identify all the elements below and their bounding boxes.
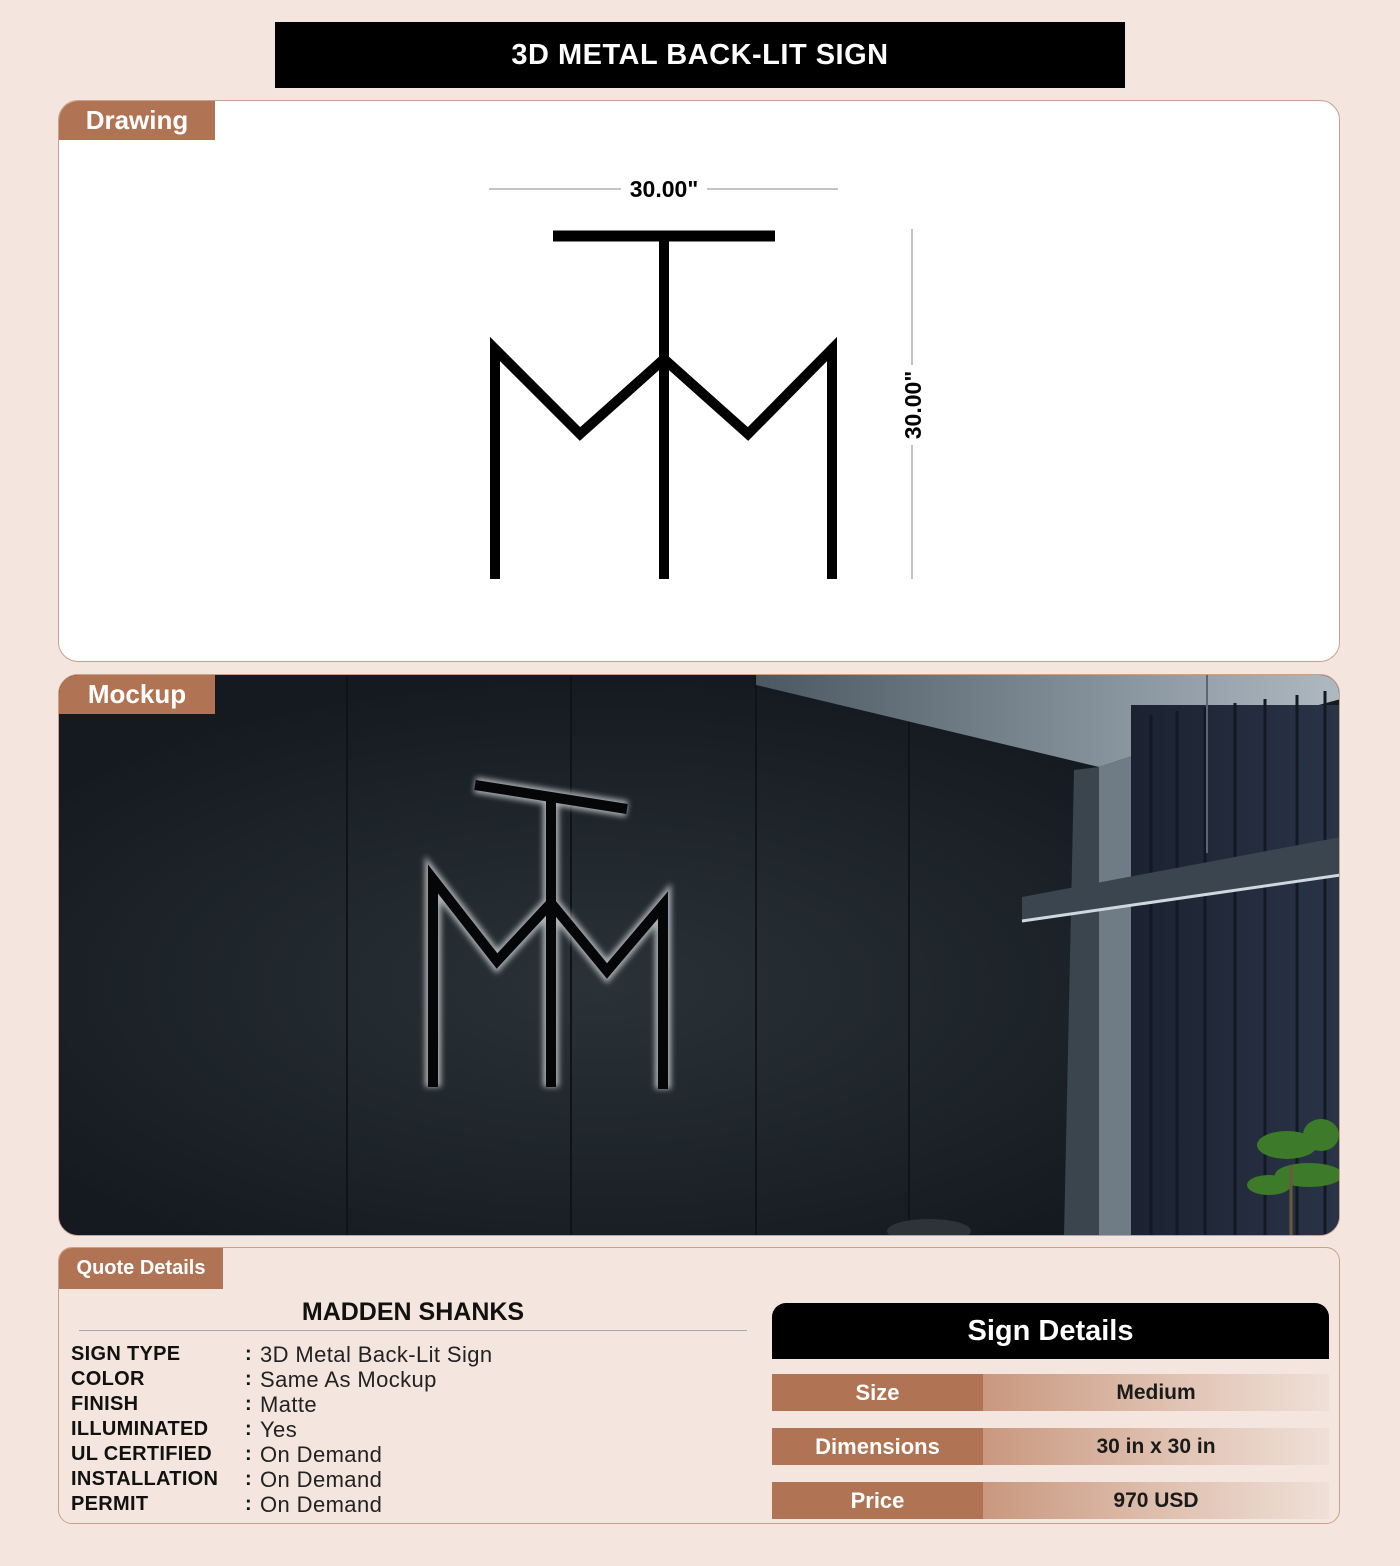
sign-details-title: Sign Details	[772, 1303, 1329, 1359]
spec-colon: :	[245, 1368, 252, 1390]
spec-colon: :	[245, 1418, 252, 1440]
spec-row	[71, 1442, 493, 1467]
spec-colon: :	[245, 1343, 252, 1365]
spec-value: Yes	[260, 1416, 298, 1442]
sign-detail-value: Medium	[983, 1374, 1329, 1411]
spec-key: SIGN TYPE	[71, 1343, 181, 1365]
quote-tab-label: Quote Details	[59, 1248, 223, 1289]
sign-drawing	[59, 101, 1340, 662]
spec-row	[71, 1392, 493, 1417]
mockup-scene	[59, 675, 1340, 1236]
client-name: MADDEN SHANKS	[301, 1298, 525, 1326]
sign-detail-key: Size	[772, 1374, 983, 1411]
sign-detail-row-dimensions	[772, 1428, 1329, 1465]
spec-list	[71, 1342, 493, 1517]
spec-value: On Demand	[260, 1441, 383, 1467]
spec-value: On Demand	[260, 1491, 383, 1517]
spec-colon: :	[245, 1393, 252, 1415]
drawing-panel	[58, 100, 1340, 662]
client-divider	[79, 1330, 747, 1331]
spec-key: PERMIT	[71, 1493, 149, 1515]
spec-value: Matte	[260, 1391, 318, 1417]
sign-detail-row-price	[772, 1482, 1329, 1519]
mockup-panel	[58, 674, 1340, 1236]
spec-row	[71, 1492, 493, 1517]
page-title: 3D METAL BACK-LIT SIGN	[275, 22, 1125, 88]
spec-row	[71, 1467, 493, 1492]
tm-logo-drawing	[495, 236, 832, 579]
mockup-tab-label: Mockup	[59, 675, 215, 714]
spec-row	[71, 1342, 493, 1367]
spec-key: INSTALLATION	[71, 1468, 219, 1490]
spec-value: Same As Mockup	[260, 1366, 437, 1392]
spec-key: ILLUMINATED	[71, 1418, 209, 1440]
width-dimension-label: 30.00"	[629, 176, 699, 202]
quote-panel	[58, 1247, 1340, 1524]
spec-key: COLOR	[71, 1368, 145, 1390]
spec-colon: :	[245, 1493, 252, 1515]
spec-value: On Demand	[260, 1466, 383, 1492]
spec-row	[71, 1417, 493, 1442]
sign-detail-key: Dimensions	[772, 1428, 983, 1465]
drawing-tab-label: Drawing	[59, 101, 215, 140]
sign-detail-key: Price	[772, 1482, 983, 1519]
spec-colon: :	[245, 1443, 252, 1465]
sign-detail-row-size	[772, 1374, 1329, 1411]
spec-value: 3D Metal Back-Lit Sign	[260, 1341, 493, 1367]
spec-key: UL CERTIFIED	[71, 1443, 213, 1465]
sign-detail-value: 970 USD	[983, 1482, 1329, 1519]
spec-colon: :	[245, 1468, 252, 1490]
spec-key: FINISH	[71, 1393, 139, 1415]
spec-row	[71, 1367, 493, 1392]
sign-detail-value: 30 in x 30 in	[983, 1428, 1329, 1465]
height-dimension-label: 30.00"	[900, 370, 926, 440]
